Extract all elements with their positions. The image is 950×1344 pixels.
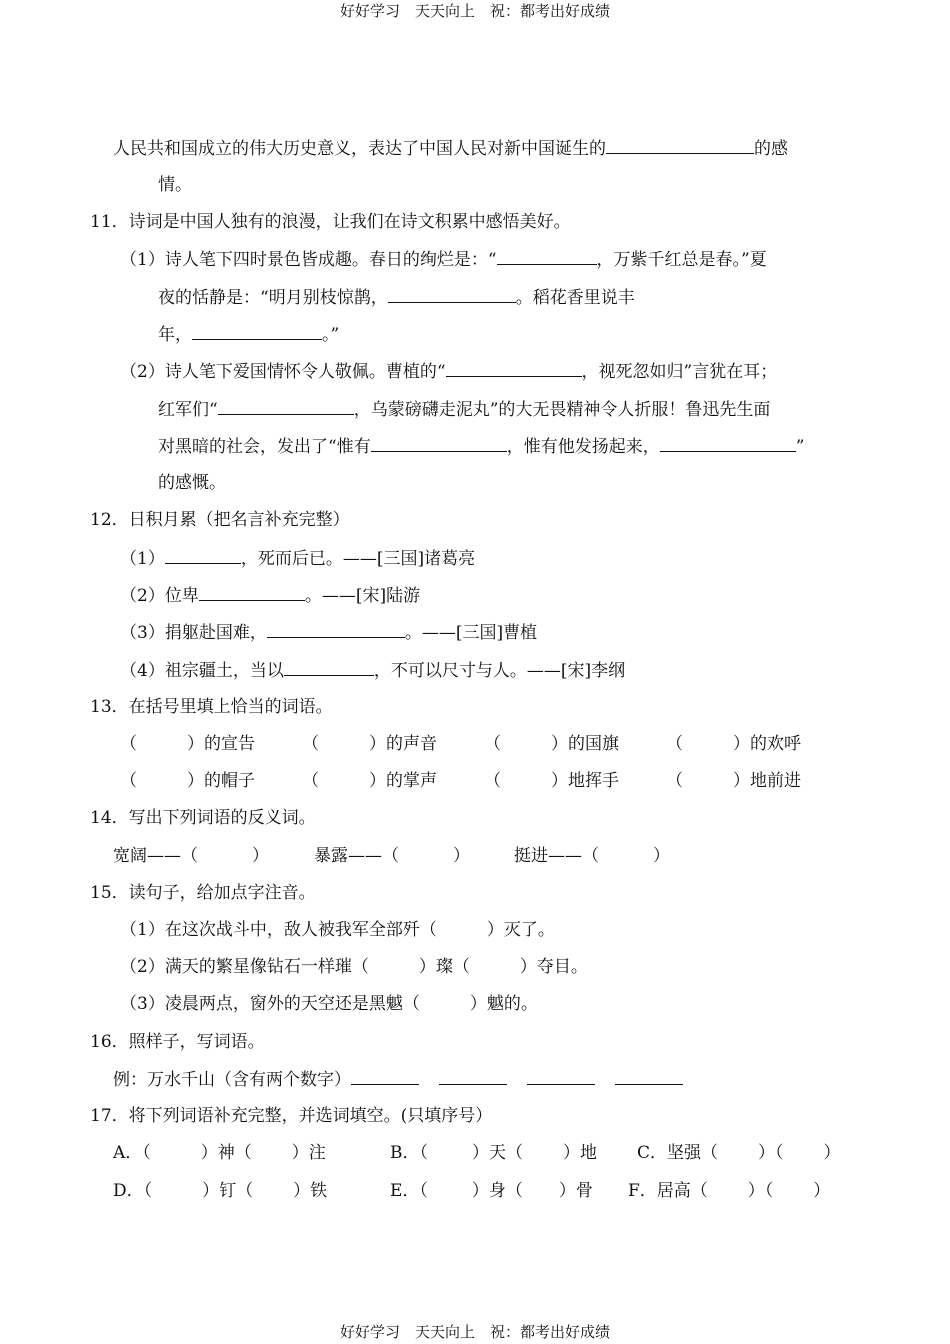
- q15-text: （3）凌晨两点，窗外的天空还是黑魆: [120, 994, 403, 1014]
- q17-char: 钉: [219, 1181, 237, 1201]
- paren-right: ）: [563, 1143, 580, 1163]
- q15-item-3: [120, 992, 538, 1016]
- q12-text: （3）捐躯赴国难，: [120, 623, 267, 643]
- paren-left: （: [234, 1143, 252, 1163]
- q14-word: 宽阔——: [113, 846, 181, 866]
- q15-text: 璨: [435, 957, 453, 977]
- q11-p2-text: （2）诗人笔下爱国情怀令人敬佩。曹植的“: [120, 362, 446, 382]
- paren-left: （: [419, 920, 437, 940]
- q13-cell: [120, 769, 255, 793]
- paren-right: ）: [551, 734, 568, 754]
- paren-right: ）: [558, 1181, 576, 1201]
- blank: [351, 1067, 419, 1085]
- paren-left: （: [419, 1181, 428, 1201]
- paren-left: （: [666, 734, 683, 754]
- q15-text: 魆的。: [486, 994, 538, 1014]
- paren-left: （: [764, 1181, 774, 1201]
- q12-text: （2）位卑: [120, 586, 199, 606]
- q17-label: F．居高: [628, 1181, 691, 1201]
- blank: [192, 322, 322, 340]
- q17-char: 注: [308, 1143, 326, 1163]
- paren-right: ）: [823, 1143, 841, 1163]
- paren-right: ）: [252, 846, 269, 866]
- q12-text: （4）祖宗疆土，当以: [120, 661, 284, 681]
- blank: [446, 359, 582, 377]
- paren-right: ）: [486, 920, 504, 940]
- q14-item: [113, 844, 269, 868]
- paren-right: ）: [202, 1181, 220, 1201]
- paren-right: ）: [733, 771, 750, 791]
- paren-left: （: [120, 771, 137, 791]
- paren-left: （: [484, 734, 501, 754]
- q17-label: B．: [390, 1143, 420, 1163]
- q11-p2-text: 红军们“: [158, 400, 218, 420]
- paren-right: ）: [293, 1181, 311, 1201]
- blank: [615, 1067, 683, 1085]
- blank: [284, 658, 374, 676]
- page-header: 好好学习 天天向上 祝：都考出好成绩: [339, 2, 610, 20]
- paren-right: ）: [453, 846, 470, 866]
- paren-left: （: [419, 1143, 428, 1163]
- paren-right: ）: [747, 1181, 765, 1201]
- q13-word: 地前进: [750, 771, 801, 791]
- q15-text: （1）在这次战斗中，敌人被我军全部歼: [120, 920, 420, 940]
- paren-right: ）: [653, 846, 670, 866]
- q11-title: 11．诗词是中国人独有的浪漫，让我们在诗文积累中感悟美好。: [90, 212, 571, 232]
- q17-char: 地: [580, 1143, 597, 1163]
- q15-text: 夺目。: [536, 957, 588, 977]
- q16-example: [113, 1067, 683, 1092]
- q17-char: 神: [217, 1143, 235, 1163]
- blank: [267, 620, 405, 638]
- q15-text: （2）满天的繁星像钻石一样璀: [120, 957, 352, 977]
- blank: [165, 546, 241, 564]
- q13-cell: [302, 732, 437, 756]
- paren-right: ）: [471, 1181, 489, 1201]
- paren-left: （: [582, 846, 599, 866]
- q12-text: 。——[宋]陆游: [304, 586, 421, 606]
- paren-left: （: [382, 846, 399, 866]
- q11-p1-text: （1）诗人笔下四时景色皆成趣。春日的绚烂是：“: [120, 250, 497, 270]
- q12-text: ，死而后已。——[三国]诸葛亮: [240, 549, 476, 569]
- q15-text: 灭了。: [503, 920, 555, 940]
- blank: [497, 247, 597, 265]
- q17-char: 铁: [310, 1181, 328, 1201]
- paren-right: ）: [369, 771, 386, 791]
- paren-left: （: [402, 994, 420, 1014]
- q11-p1-text: 夜的恬静是：“明月别枝惊鹊，: [158, 288, 388, 308]
- paren-left: （: [701, 1143, 719, 1163]
- q12-title: 12．日积月累（把名言补充完整）: [90, 510, 350, 530]
- q13-cell: [120, 732, 255, 756]
- blank: [527, 1067, 595, 1085]
- q16-text: 例：万水千山（含有两个数字）: [113, 1070, 351, 1090]
- q11-p2-text: ，视死忽如归”言犹在耳；: [581, 362, 778, 382]
- q17-title: 17．将下列词语补充完整，并选词填空。(只填序号）: [90, 1106, 493, 1126]
- paren-left: （: [236, 1181, 254, 1201]
- paren-right: ）: [291, 1143, 309, 1163]
- q12-text: ，不可以尺寸与人。——[宋]李纲: [373, 661, 626, 681]
- paren-left: （: [302, 771, 319, 791]
- q11-p1-line2: [158, 285, 635, 310]
- paren-right: ）: [519, 957, 537, 977]
- page-footer: 好好学习 天天向上 祝：都考出好成绩: [339, 1323, 610, 1341]
- paren-left: （: [666, 771, 683, 791]
- paren-left: （: [452, 957, 470, 977]
- blank: [371, 434, 507, 452]
- q13-word: 的掌声: [386, 771, 437, 791]
- q17-label: E．: [390, 1181, 420, 1201]
- paren-right: ）: [733, 734, 750, 754]
- q11-p2-line4: 的感慨。: [158, 473, 226, 493]
- q13-word: 的欢呼: [750, 734, 801, 754]
- paren-left: （: [302, 734, 319, 754]
- q14-item: [514, 844, 670, 868]
- paren-right: ）: [200, 1143, 218, 1163]
- q15-title: 15．读句子，给加点字注音。: [90, 883, 316, 903]
- q11-p1-text: 。稻花香里说丰: [515, 288, 635, 308]
- paren-left: （: [484, 771, 501, 791]
- q11-p1-text: 。”: [322, 325, 340, 345]
- q13-cell: [484, 732, 619, 756]
- paren-left: （: [351, 957, 369, 977]
- q17-item-A: [113, 1141, 326, 1165]
- q17-label: A．: [113, 1143, 143, 1163]
- q17-char: 骨: [575, 1181, 593, 1201]
- q10-text-a: 人民共和国成立的伟大历史意义，表达了中国人民对新中国诞生的: [113, 139, 606, 159]
- blank: [199, 583, 305, 601]
- q17-item-F: [628, 1179, 830, 1203]
- q13-word: 的帽子: [204, 771, 255, 791]
- q17-item-B: [390, 1141, 597, 1165]
- q10-line2: 情。: [158, 175, 192, 195]
- q12-text: 。——[三国]曹植: [404, 623, 538, 643]
- paren-left: （: [143, 1181, 153, 1201]
- paren-left: （: [690, 1181, 708, 1201]
- q11-p2-line3: [158, 434, 804, 459]
- q12-item-4: [120, 658, 625, 683]
- paren-right: ）: [472, 1143, 489, 1163]
- paren-right: ）: [813, 1181, 831, 1201]
- q17-item-E: [390, 1179, 593, 1203]
- q13-title: 13．在括号里填上恰当的词语。: [90, 697, 333, 717]
- paren-right: ）: [369, 734, 386, 754]
- q13-cell: [484, 769, 619, 793]
- q11-p1-line1: [120, 247, 767, 272]
- blank: [439, 1067, 507, 1085]
- q13-cell: [666, 732, 801, 756]
- paren-left: （: [181, 846, 198, 866]
- q17-label: C．坚强: [637, 1143, 702, 1163]
- q11-p2-text: ，惟有他发扬起来，: [506, 437, 660, 457]
- q12-text: （1）: [120, 549, 165, 569]
- q12-item-2: [120, 583, 420, 608]
- q13-word: 的宣告: [204, 734, 255, 754]
- q15-item-2: [120, 955, 588, 979]
- paren-left: （: [120, 734, 137, 754]
- q11-p2-line2: [158, 397, 770, 422]
- q14-item: [314, 844, 470, 868]
- q13-cell: [302, 769, 437, 793]
- q13-word: 的声音: [386, 734, 437, 754]
- blank: [660, 434, 796, 452]
- q15-item-1: [120, 918, 555, 942]
- q11-p2-text: ”: [795, 437, 805, 457]
- q17-char: 天: [489, 1143, 506, 1163]
- q12-item-3: [120, 620, 537, 645]
- blank: [388, 285, 516, 303]
- q11-p2-text: 对黑暗的社会，发出了“惟有: [158, 437, 371, 457]
- q13-word: 地挥手: [568, 771, 619, 791]
- q16-title: 16．照样子，写词语。: [90, 1032, 265, 1052]
- q11-p1-text: ，万紫千红总是春。”夏: [596, 250, 767, 270]
- paren-left: （: [506, 1143, 523, 1163]
- q17-item-C: [637, 1141, 841, 1165]
- q17-char: 身: [488, 1181, 506, 1201]
- paren-left: （: [775, 1143, 784, 1163]
- paren-right: ）: [187, 771, 204, 791]
- q11-p2-line1: [120, 359, 777, 384]
- q10-line1: [113, 136, 788, 161]
- q11-p1-line3: [158, 322, 339, 347]
- paren-right: ）: [187, 734, 204, 754]
- q17-item-D: [113, 1179, 327, 1203]
- q17-label: D．: [113, 1181, 144, 1201]
- blank: [606, 136, 754, 154]
- paren-right: ）: [758, 1143, 776, 1163]
- paren-right: ）: [469, 994, 487, 1014]
- q11-p2-text: ，乌蒙磅礴走泥丸”的大无畏精神令人折服！鲁迅先生面: [353, 400, 771, 420]
- paren-right: ）: [418, 957, 436, 977]
- q10-text-b: 的感: [754, 139, 788, 159]
- q14-word: 挺进——: [514, 846, 582, 866]
- q13-cell: [666, 769, 801, 793]
- paren-right: ）: [551, 771, 568, 791]
- q11-p1-text: 年，: [158, 325, 192, 345]
- q14-title: 14．写出下列词语的反义词。: [90, 808, 316, 828]
- q14-word: 暴露——: [314, 846, 382, 866]
- q13-word: 的国旗: [568, 734, 619, 754]
- paren-left: （: [505, 1181, 523, 1201]
- paren-left: （: [142, 1143, 151, 1163]
- blank: [218, 397, 354, 415]
- q12-item-1: [120, 546, 475, 571]
